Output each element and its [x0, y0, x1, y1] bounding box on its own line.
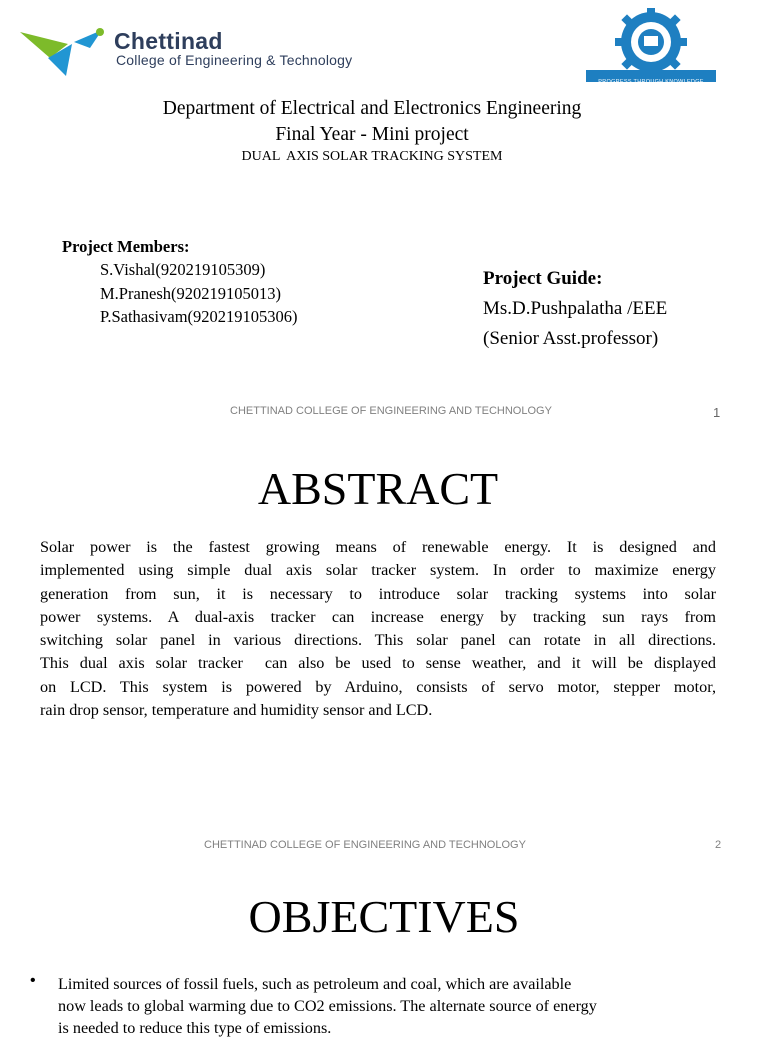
- member-3: P.Sathasivam(920219105306): [100, 307, 298, 326]
- abstract-line: Solar power is the fastest growing means of renewable energy. It is designed and: [40, 538, 716, 556]
- member-2: M.Pranesh(920219105013): [100, 284, 282, 303]
- objective-line: Limited sources of fossil fuels, such as petroleum and coal, which are available: [58, 975, 572, 993]
- chettinad-logo-subtitle: College of Engineering & Technology: [116, 52, 353, 68]
- university-seal-icon: [600, 10, 702, 74]
- course-heading: Final Year - Mini project: [275, 124, 469, 145]
- slide-1-footer: CHETTINAD COLLEGE OF ENGINEERING AND TECHNOLOGY: [230, 405, 552, 417]
- abstract-paragraph: [40, 536, 716, 722]
- member-1: S.Vishal(920219105309): [100, 260, 266, 279]
- abstract-line: power systems. A dual-axis tracker can increase energy by tracking sun rays from: [40, 607, 716, 626]
- slide-2: [0, 432, 768, 864]
- members-heading: Project Members:: [62, 237, 190, 256]
- chettinad-logo-name: Chettinad: [114, 28, 223, 54]
- guide-name: Ms.D.Pushpalatha /EEE: [483, 298, 668, 319]
- objective-item-1: [58, 973, 738, 1039]
- anna-university-logo: [586, 10, 716, 84]
- slide-1-page-number: 1: [713, 405, 721, 420]
- abstract-line: on LCD. This system is powered by Arduino, consists of servo motor, stepper motor,: [40, 677, 716, 696]
- objectives-title: OBJECTIVES: [248, 891, 520, 942]
- university-motto-band: [586, 70, 716, 85]
- slide-1: [0, 0, 768, 432]
- abstract-line: implemented using simple dual axis solar tracker system. In order to maximize energy: [40, 561, 716, 580]
- chettinad-logo-mark-icon: [18, 24, 110, 78]
- abstract-line: rain drop sensor, temperature and humidity sensor and LCD.: [40, 701, 433, 720]
- abstract-line: This dual axis solar tracker can also be used to sense weather, and it will be displayed: [40, 654, 716, 673]
- slide-2-footer: CHETTINAD COLLEGE OF ENGINEERING AND TECHNOLOGY: [204, 839, 526, 851]
- objective-line: now leads to global warming due to CO2 emissions. The alternate source of energy: [58, 997, 597, 1015]
- university-motto: PROGRESS THROUGH KNOWLEDGE: [598, 79, 704, 85]
- guide-title: (Senior Asst.professor): [483, 328, 659, 349]
- abstract-line: generation from sun, it is necessary to introduce solar tracking systems into solar: [40, 584, 716, 603]
- abstract-line: switching solar panel in various directions. This solar panel can rotate in all directions.: [40, 631, 716, 650]
- bullet-icon: •: [30, 972, 36, 989]
- objective-line: is needed to reduce this type of emissions.: [58, 1019, 332, 1037]
- slide-2-page-number: 2: [715, 839, 722, 851]
- slide-3: [0, 864, 768, 1037]
- abstract-title: ABSTRACT: [257, 463, 499, 514]
- department-heading: Department of Electrical and Electronics Engineering: [162, 98, 582, 119]
- project-title: DUAL AXIS SOLAR TRACKING SYSTEM: [241, 149, 503, 164]
- guide-heading: Project Guide:: [483, 268, 603, 289]
- chettinad-logo: [18, 24, 468, 78]
